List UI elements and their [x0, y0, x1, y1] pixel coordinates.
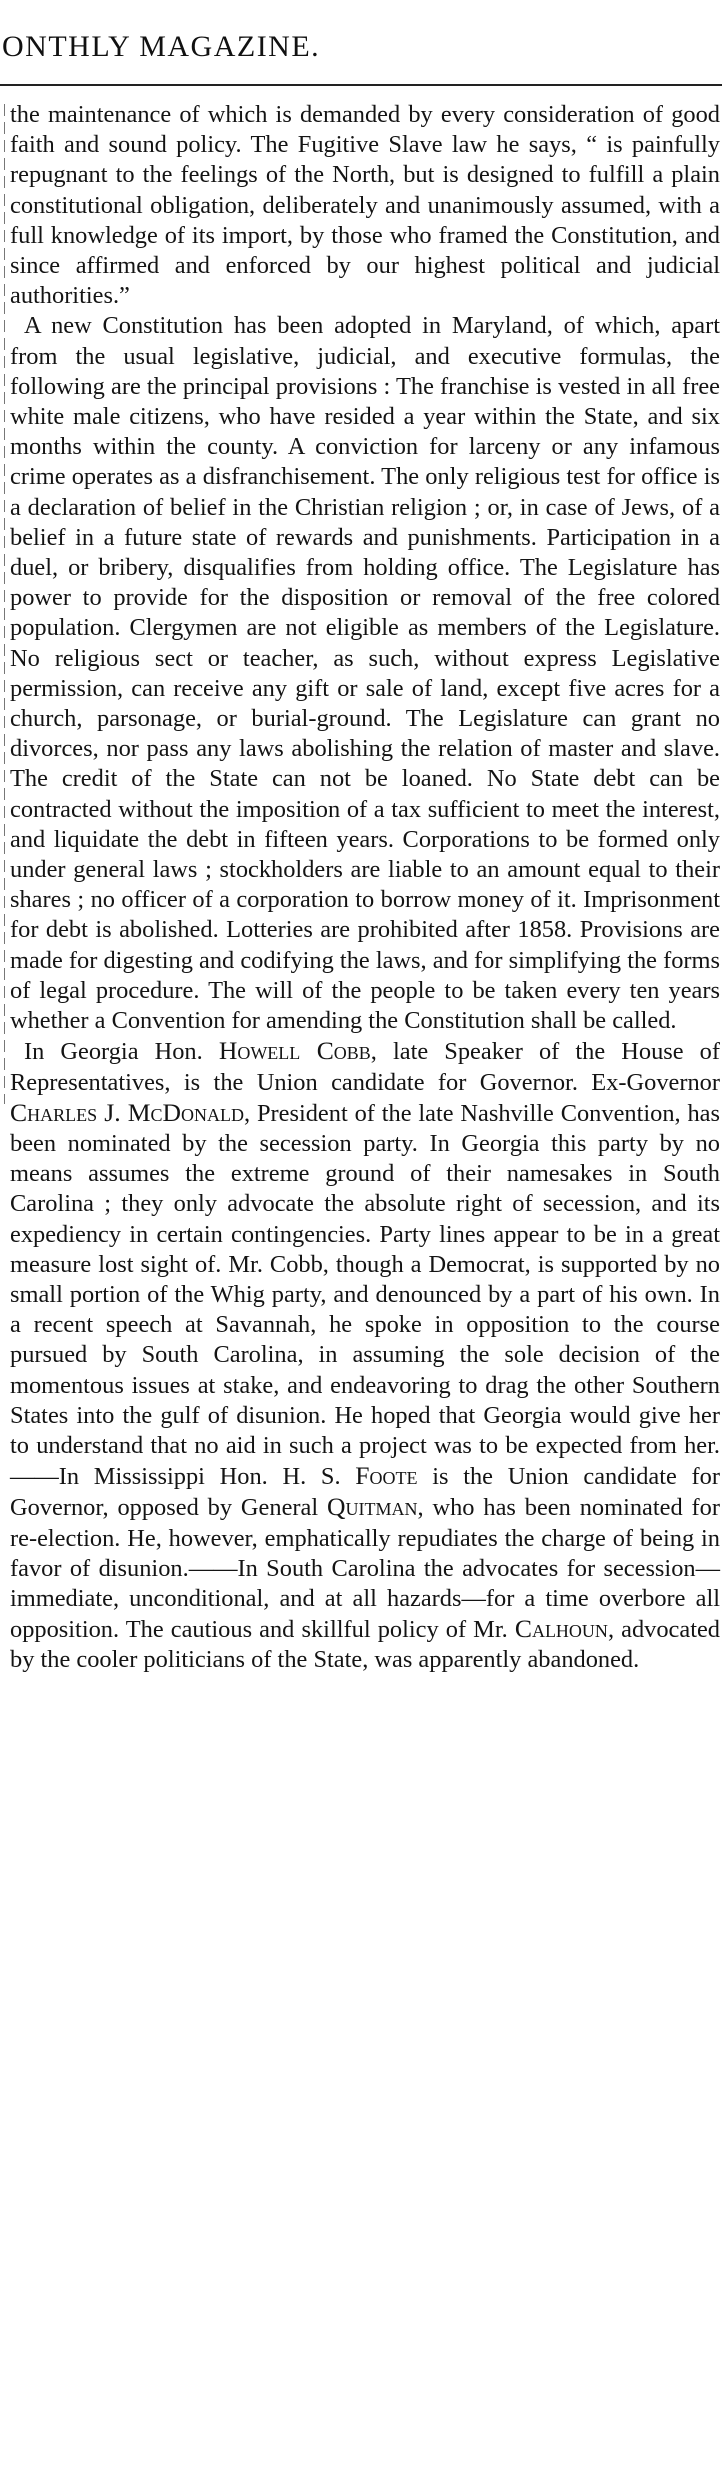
text-segment: , President of the late Nashville Convention, has been nominated by the secession party. In Georgia this party by no means assumes the extreme ground of their namesakes in South Carolina ; they only advocate the absolute right of secession, and its expediency in certain contingencies. Party lines appear to be in a great measure lost sight of. Mr. Cobb, though a Democrat, is supported by no small portion of the Whig party, and denounced by a part of his own. In a recent speech at Savannah, he spoke in opposition to the course pursued by South Carolina, in assuming the sole decision of the momentous issues at stake, and endeavoring to drag the other Southern States into the gulf of disunion. He hoped that Georgia would give her to understand that no aid in such a project was to be expected from her.——In Mississippi Hon. H. S. — [10, 1099, 720, 1491]
name-calhoun: Calhoun — [514, 1614, 608, 1644]
name-charles-mcdonald: Charles J. McDonald — [10, 1097, 245, 1127]
text-segment: , who has been nominated for re-election. He, however, emphatically repudiates the charge of being in favor of disunion.——In South Carolina the advocates for secession—immediate, unconditional, and at all hazards—for a time overbore all opposition. The cautious and skillful policy of Mr. — [10, 1494, 720, 1644]
running-head: ONTHLY MAGAZINE. — [2, 30, 321, 63]
article-column — [10, 100, 720, 1676]
margin-marking — [4, 104, 5, 1104]
text-segment: In Georgia Hon. — [24, 1038, 219, 1066]
name-quitman: Quitman — [327, 1492, 418, 1522]
text-segment: , late Speaker of the House of Representatives, is the Union candidate for Governor. Ex-Governor — [10, 1038, 720, 1096]
paragraph-maryland-constitution: A new Constitution has been adopted in Maryland, of which, apart from the usual legislative, judicial, and executive formulas, the following are the principal provisions : The franchise is vested in all free white male citizens, who have resided a year within the State, and six months within the county. A conviction for larceny or any infamous crime operates as a disfranchisement. The only religious test for office is a declaration of belief in the Christian religion ; or, in case of Jews, of a belief in a future state of rewards and punishments. Participation in a duel, or bribery, disqualifies from holding office. The Legislature has power to provide for the disposition or removal of the free colored population. Clergymen are not eligible as members of the Legislature. No religious sect or teacher, as such, without express Legislative permission, can receive any gift or sale of land, except five acres for a church, parsonage, or burial-ground. The Legislature can grant no divorces, nor pass any laws abolishing the relation of master and slave. The credit of the State can not be loaned. No State debt can be contracted without the imposition of a tax sufficient to meet the interest, and liquidate the debt in fifteen years. Corporations to be formed only under general laws ; stockholders are liable to an amount equal to their shares ; no officer of a corporation to borrow money of it. Imprisonment for debt is abolished. Lotteries are prohibited after 1858. Provisions are made for digesting and codifying the laws, and for simplifying the forms of legal procedure. The will of the people to be taken every ten years whether a Convention for amending the Constitution shall be called. — [10, 312, 720, 1035]
paragraph-georgia-mississippi-carolina — [10, 1036, 720, 1675]
paragraph-fugitive-slave-law: the maintenance of which is demanded by every consideration of good faith and sound policy. The Fugitive Slave law he says, “ is painfully repugnant to the feelings of the North, but is designed to fulfill a plain constitutional obligation, deliberately and unanimously assumed, with a full knowledge of its import, by those who framed the Constitution, and since affirmed and enforced by our highest political and judicial authorities.” — [10, 101, 720, 310]
header-rule — [0, 84, 722, 86]
name-foote: Foote — [355, 1461, 418, 1491]
text-segment: is the Union candidate for Governor, opposed by General — [10, 1463, 720, 1522]
name-howell-cobb: Howell Cobb — [218, 1036, 371, 1066]
text-segment: , advocated by the cooler politicians of the State, was apparently abandoned. — [10, 1616, 720, 1674]
